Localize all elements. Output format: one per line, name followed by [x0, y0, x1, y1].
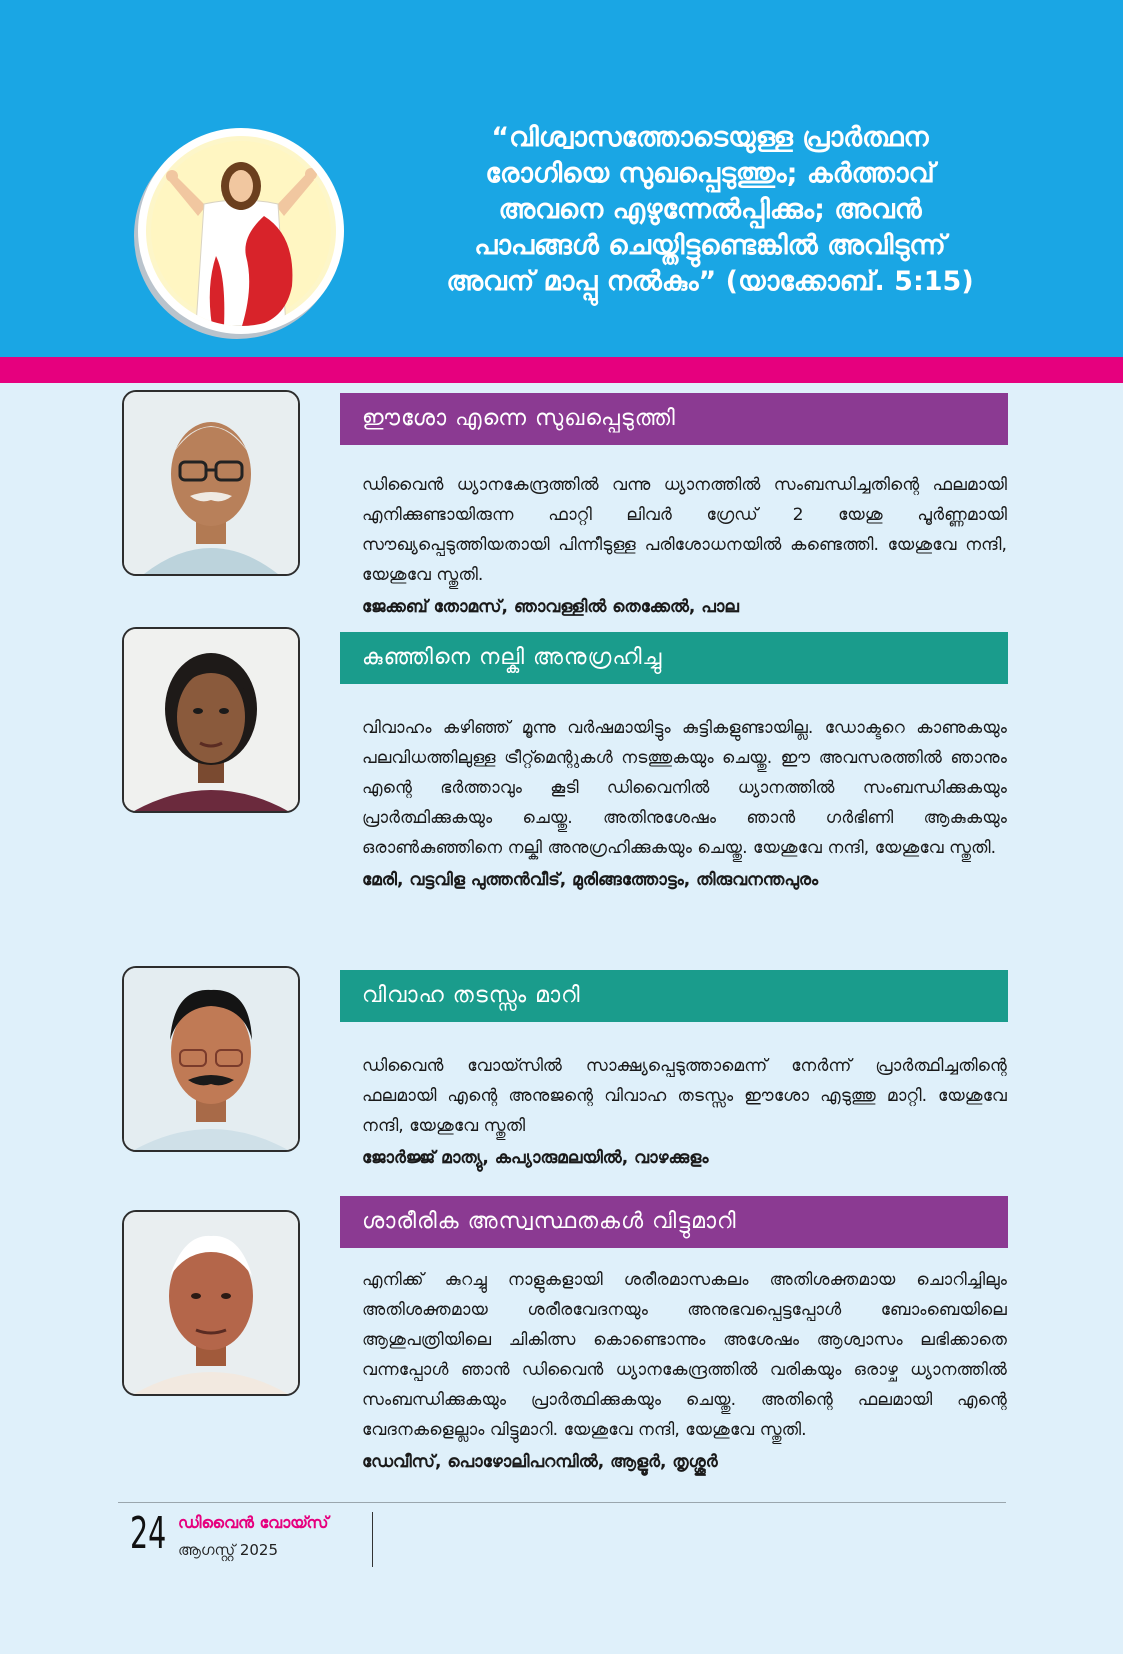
testimony-body-3 [362, 1051, 1007, 1173]
portrait-elderly-man-glasses [124, 392, 298, 574]
testimony-text: എനിക്ക് കുറച്ചു നാളുകളായി ശരീരമാസകലം അതിശക്തമായ ചൊറിച്ചിലും അതിശക്തമായ ശരീരവേദനയും അനുഭവപ്പെട്ടപ്പോൾ ബോംബെയിലെ ആശുപത്രിയിലെ ചികിത്സ കൊണ്ടൊന്നും അശേഷം ആശ്വാസം ലഭിക്കാതെ വന്നപ്പോൾ ഞാൻ ഡിവൈൻ ധ്യാനകേന്ദ്രത്തിൽ വരികയും ഒരാഴ്ച ധ്യാനത്തിൽ സംബന്ധിക്കുകയും പ്രാർത്ഥിക്കുകയും ചെയ്തു. അതിന്റെ ഫലമായി എന്റെ വേദനകളെല്ലാം വിട്ടുമാറി. യേശുവേ നന്ദി, യേശുവേ സ്തുതി. [362, 1270, 1007, 1440]
scripture-quote [370, 120, 1050, 300]
testimony-byline: ഡേവീസ്, പൊഴോലിപറമ്പിൽ, ആളൂർ, തൃശ്ശൂർ [362, 1452, 718, 1472]
footer-divider [118, 1502, 1006, 1503]
testimony-title: ശാരീരിക അസ്വസ്ഥതകൾ വിട്ടുമാറി [362, 1209, 737, 1234]
testimony-title-banner-3 [340, 970, 1008, 1022]
testimony-body-4 [362, 1265, 1007, 1477]
testimony-text: ഡിവൈൻ വോയ്സിൽ സാക്ഷ്യപ്പെടുത്താമെന്ന് നേർന്ന് പ്രാർത്ഥിച്ചതിന്റെ ഫലമായി എന്റെ അനുജന്റെ വിവാഹ തടസ്സം ഈശോ എടുത്തു മാറ്റി. യേശുവേ നന്ദി, യേശുവേ സ്തുതി [362, 1056, 1007, 1136]
quote-line: അവന് മാപ്പു നൽകും” (യാക്കോബ്. 5:15) [446, 266, 974, 297]
quote-line: പാപങ്ങൾ ചെയ്തിട്ടുണ്ടെങ്കിൽ അവിടുന്ന് [474, 230, 946, 261]
quote-line: “വിശ്വാസത്തോടെയുള്ള പ്രാർത്ഥന [491, 122, 929, 153]
testimony-title: ഈശോ എന്നെ സുഖപ്പെടുത്തി [362, 406, 676, 431]
portrait-woman [124, 629, 298, 811]
magazine-title: ഡിവൈൻ വോയ്സ് [178, 1513, 329, 1532]
portrait-man-mustache [124, 968, 298, 1150]
portrait-elderly-man [124, 1212, 298, 1394]
testimony-text: ഡിവൈൻ ധ്യാനകേന്ദ്രത്തിൽ വന്നു ധ്യാനത്തിൽ സംബന്ധിച്ചതിന്റെ ഫലമായി എനിക്കുണ്ടായിരുന്ന ഫാറ്റി ലിവർ ഗ്രേഡ് 2 യേശു പൂർണ്ണമായി സൗഖ്യപ്പെടുത്തിയതായി പിന്നീടുള്ള പരിശോധനയിൽ കണ്ടെത്തി. യേശുവേ നന്ദി, യേശുവേ സ്തുതി. [362, 475, 1007, 585]
issue-date: ആഗസ്റ്റ് 2025 [178, 1541, 279, 1559]
testimony-body-2 [362, 713, 1007, 895]
testimony-title: വിവാഹ തടസ്സം മാറി [362, 983, 581, 1008]
testimony-title-banner-1 [340, 393, 1008, 445]
testimony-byline: ജോർജ്ജ് മാത്യു, കപ്യാരുമലയിൽ, വാഴക്കുളം [362, 1148, 709, 1168]
accent-stripe [0, 357, 1123, 383]
quote-line: രോഗിയെ സുഖപ്പെടുത്തും; കർത്താവ് [485, 158, 935, 189]
page-number: 24 [130, 1508, 167, 1559]
testimony-byline: ജേക്കബ് തോമസ്, ഞാവള്ളിൽ തെക്കേൽ, പാല [362, 597, 739, 617]
quote-line: അവനെ എഴുന്നേൽപ്പിക്കും; അവൻ [498, 194, 922, 225]
footer-vertical-divider [372, 1512, 373, 1567]
testimony-title-banner-2 [340, 632, 1008, 684]
risen-christ-icon [146, 136, 336, 326]
testimony-photo-1 [122, 390, 300, 576]
testimony-byline: മേരി, വട്ടവിള പുത്തൻവീട്, മുരിങ്ങത്തോട്ടം, തിരുവനന്തപുരം [362, 870, 819, 890]
testimony-text: വിവാഹം കഴിഞ്ഞ് മൂന്നു വർഷമായിട്ടും കുട്ടികളുണ്ടായില്ല. ഡോക്ടറെ കാണുകയും പലവിധത്തിലുള്ള ട്രീറ്റ്മെന്റുകൾ നടത്തുകയും ചെയ്തു. ഈ അവസരത്തിൽ ഞാനും എന്റെ ഭർത്താവും കൂടി ഡിവൈനിൽ ധ്യാനത്തിൽ സംബന്ധിക്കുകയും പ്രാർത്ഥിക്കുകയും ചെയ്തു. അതിനുശേഷം ഞാൻ ഗർഭിണി ആകുകയും ഒരാൺകുഞ്ഞിനെ നല്കി അനുഗ്രഹിക്കുകയും ചെയ്തു. യേശുവേ നന്ദി, യേശുവേ സ്തുതി. [362, 718, 1007, 858]
testimony-body-1 [362, 470, 1007, 622]
testimony-title: കുഞ്ഞിനെ നല്കി അനുഗ്രഹിച്ചു [362, 645, 663, 670]
jesus-illustration [138, 128, 344, 334]
testimony-photo-4 [122, 1210, 300, 1396]
testimony-photo-3 [122, 966, 300, 1152]
testimony-photo-2 [122, 627, 300, 813]
testimony-title-banner-4 [340, 1196, 1008, 1248]
